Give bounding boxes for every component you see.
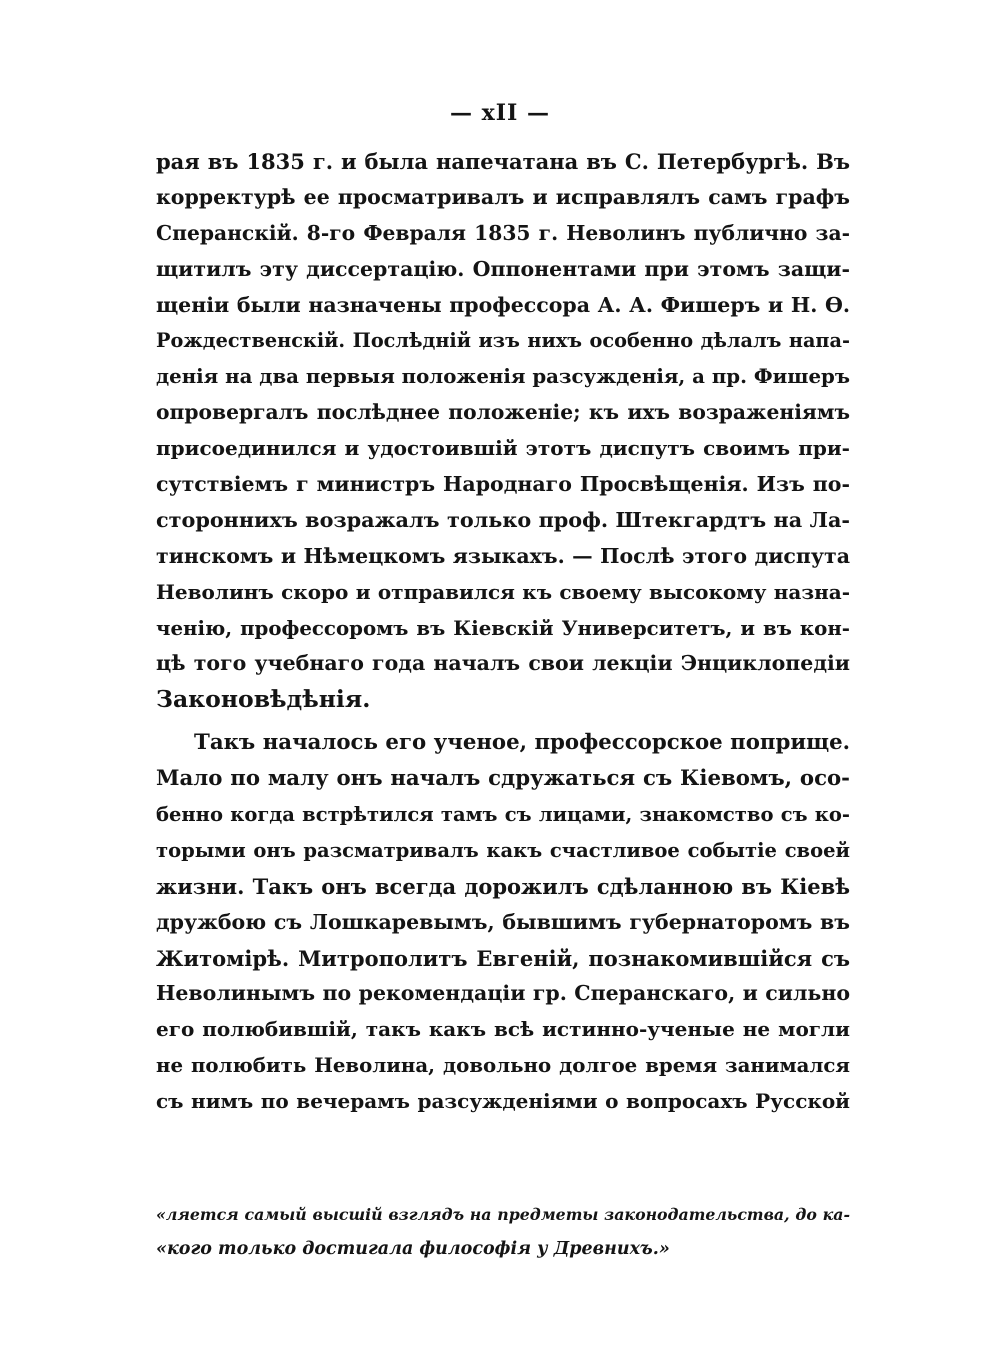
text-line: стороннихъ возражалъ только проф. Штекгардтъ на Ла- <box>156 507 850 532</box>
footnote-line: «ляется самый высшій взглядъ на предметы законодательства, до ка- <box>156 1205 850 1224</box>
text-line: Законовѣдѣнія. <box>156 685 371 714</box>
text-line: цѣ того учебнаго года началъ свои лекціи Энциклопедіи <box>156 651 850 676</box>
text-line: Такъ началось его ученое, профессорское поприще. <box>194 730 850 756</box>
text-line: щеніи были назначены профессора А. А. Фишеръ и Н. Ѳ. <box>156 292 850 317</box>
text-line: Житомірѣ. Митрополитъ Евгеній, познакомившійся съ <box>156 945 850 971</box>
body-text <box>156 144 850 1120</box>
footnote <box>156 1198 850 1266</box>
text-line: дружбою съ Лошкаревымъ, бывшимъ губернаторомъ въ <box>156 909 850 934</box>
text-line: щитилъ эту диссертацію. Оппонентами при этомъ защи- <box>156 256 850 281</box>
text-line: Неволинъ скоро и отправился къ своему высокому назна- <box>156 579 850 604</box>
text-line: бенно когда встрѣтился тамъ съ лицами, знакомство съ ко- <box>156 803 850 827</box>
paragraph-1 <box>156 144 850 718</box>
text-line: его полюбившій, такъ какъ всѣ истинно-ученые не могли <box>156 1017 850 1042</box>
text-line: тинскомъ и Нѣмецкомъ языкахъ. — Послѣ этого диспута <box>156 543 850 568</box>
text-line: рая въ 1835 г. и была напечатана въ С. Петербургѣ. Въ <box>156 149 850 174</box>
text-line: сутствіемъ г министръ Народнаго Просвѣщенія. Изъ по- <box>156 472 850 497</box>
text-line: присоединился и удостоившій этотъ диспутъ своимъ при- <box>156 436 850 461</box>
text-line: торыми онъ разсматривалъ какъ счастливое событіе своей <box>156 838 850 862</box>
footnote-line: «кого только достигала философія у Древнихъ.» <box>156 1239 670 1259</box>
text-line: съ нимъ по вечерамъ разсужденіями о вопросахъ Русской <box>156 1089 850 1114</box>
text-line: корректурѣ ее просматривалъ и исправлялъ самъ графъ <box>156 184 850 209</box>
text-line: Сперанскій. 8-го Февраля 1835 г. Неволинъ публично за- <box>156 220 850 245</box>
page-number: — xII — <box>449 100 551 126</box>
paragraph-2 <box>156 725 850 1120</box>
text-line: не полюбить Неволина, довольно долгое время занимался <box>156 1053 850 1078</box>
text-line: Мало по малу онъ началъ сдружаться съ Кіевомъ, осо- <box>156 766 850 792</box>
text-line: Рождественскій. Послѣдній изъ нихъ особенно дѣлалъ напа- <box>156 329 850 353</box>
text-line: Неволинымъ по рекомендаціи гр. Сперанскаго, и сильно <box>156 981 850 1006</box>
text-line: жизни. Такъ онъ всегда дорожилъ сдѣланною въ Кіевѣ <box>156 873 850 899</box>
text-line: денія на два первыя положенія разсужденія, а пр. Фишеръ <box>156 364 850 389</box>
text-line: опровергалъ послѣднее положеніе; къ ихъ возраженіямъ <box>156 400 850 425</box>
text-line: ченію, профессоромъ въ Кіевскій Университетъ, и въ кон- <box>156 615 850 640</box>
